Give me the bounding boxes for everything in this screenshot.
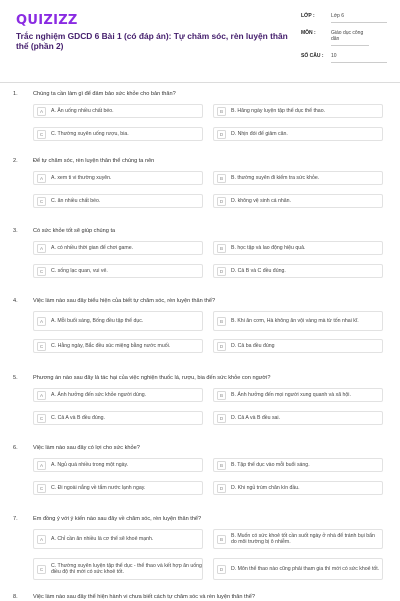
quizizz-logo: QUIZIZZ (16, 13, 78, 28)
answer-option-b[interactable] (213, 529, 383, 549)
answer-option-c[interactable] (33, 339, 203, 353)
question-number: 8. (13, 594, 18, 600)
option-letter-badge: D (217, 342, 226, 351)
option-text: B. Khi ăn cơm, Hà không ăn vội vàng mà từ tốn nhai kĩ. (231, 317, 359, 324)
question-number: 5. (13, 375, 18, 381)
question-number: 3. (13, 228, 18, 234)
answer-option-c[interactable] (33, 127, 203, 141)
answer-option-a[interactable] (33, 311, 203, 331)
answer-option-a[interactable] (33, 104, 203, 118)
answer-option-c[interactable] (33, 558, 203, 580)
option-letter-badge: C (37, 565, 46, 574)
option-letter-badge: C (37, 267, 46, 276)
answer-option-d[interactable] (213, 558, 383, 580)
option-letter-badge: D (217, 197, 226, 206)
option-text: A. xem ti vi thường xuyên. (51, 174, 112, 181)
meta-subject-value: Giáo dục công dân (331, 30, 369, 46)
meta-count-value: 10 (331, 53, 387, 63)
answer-option-b[interactable] (213, 171, 383, 185)
option-letter-badge: B (217, 174, 226, 183)
question-text: Để tự chăm sóc, rèn luyện thân thể chúng ta nên (33, 158, 155, 164)
question-text: Việc làm nào sau đây biểu hiện của biết tự chăm sóc, rèn luyện thân thể? (33, 298, 216, 304)
option-text: A. Ngủ quá nhiều trong một ngày. (51, 461, 129, 468)
option-letter-badge: A (37, 174, 46, 183)
option-text: C. Đi ngoài nắng về tắm nước lạnh ngay. (51, 484, 146, 491)
option-text: B. Ảnh hưởng đến mọi người xung quanh và xã hội. (231, 391, 351, 398)
option-text: D. Khi ngủ trùm chăn kín đầu. (231, 484, 300, 491)
question-text: Việc làm nào sau đây có lợi cho sức khỏe? (33, 445, 140, 451)
answer-option-b[interactable] (213, 388, 383, 402)
answer-option-b[interactable] (213, 458, 383, 472)
option-letter-badge: C (37, 342, 46, 351)
option-text: B. thường xuyên đi kiểm tra sức khỏe. (231, 174, 320, 181)
answer-option-c[interactable] (33, 411, 203, 425)
option-letter-badge: B (217, 244, 226, 253)
option-letter-badge: D (217, 267, 226, 276)
answer-option-d[interactable] (213, 339, 383, 353)
option-letter-badge: D (217, 414, 226, 423)
option-letter-badge: B (217, 461, 226, 470)
option-text: C. Hằng ngày, Bắc đều súc miệng bằng nước muối. (51, 342, 171, 349)
meta-subject-label: MÔN : (301, 30, 316, 36)
option-letter-badge: B (217, 317, 226, 326)
option-letter-badge: B (217, 535, 226, 544)
question-number: 4. (13, 298, 18, 304)
meta-class (301, 13, 387, 23)
answer-option-c[interactable] (33, 481, 203, 495)
meta-class-value: Lớp 6 (331, 13, 387, 23)
option-letter-badge: A (37, 244, 46, 253)
option-text: B. Tập thể dục vào mỗi buổi sáng. (231, 461, 310, 468)
option-letter-badge: A (37, 461, 46, 470)
meta-subject (301, 30, 387, 46)
answer-option-d[interactable] (213, 127, 383, 141)
meta-count-label: SỐ CÂU : (301, 53, 324, 59)
answer-option-d[interactable] (213, 194, 383, 208)
option-text: A. có nhiều thời gian để chơi game. (51, 244, 134, 251)
question-number: 7. (13, 516, 18, 522)
answer-option-d[interactable] (213, 481, 383, 495)
option-letter-badge: C (37, 197, 46, 206)
option-text: D. Cả ba đều đúng (231, 342, 275, 349)
meta-class-label: LỚP : (301, 13, 315, 19)
option-text: C. ăn nhiều chất béo. (51, 197, 101, 204)
question-number: 1. (13, 91, 18, 97)
answer-option-c[interactable] (33, 194, 203, 208)
answer-option-d[interactable] (213, 264, 383, 278)
header-divider (0, 82, 400, 83)
option-text: C. Cả A và B đều đúng. (51, 414, 105, 421)
option-letter-badge: C (37, 484, 46, 493)
option-text: D. Cả A và B đều sai. (231, 414, 281, 421)
answer-option-d[interactable] (213, 411, 383, 425)
option-letter-badge: C (37, 130, 46, 139)
option-text: B. Hăng ngày luyện tập thể dục thể thao. (231, 107, 326, 114)
option-text: B. Muốn có sức khoẻ tốt cần suốt ngày ở nhà để tránh bụi bẩn do môi trường bị ô nhiễm. (231, 532, 375, 545)
question-text: Việc làm nào sau đây thể hiện hành vi chưa biết cách tự chăm sóc và rèn luyện thân thể? (33, 594, 255, 600)
question-text: Có sức khỏe tốt sẽ giúp chúng ta (33, 228, 116, 234)
option-letter-badge: A (37, 391, 46, 400)
option-text: A. Ăn uống nhiều chất béo. (51, 107, 114, 114)
option-text: D. Nhịn đói để giảm cân. (231, 130, 288, 137)
option-text: D. Cả B và C đều đúng. (231, 267, 286, 274)
answer-option-c[interactable] (33, 264, 203, 278)
question-text: Phương án nào sau đây là tác hại của việc nghiện thuốc lá, rượu, bia đến sức khỏe con người? (33, 375, 271, 381)
option-text: A. Ảnh hưởng đến sức khỏe người dùng. (51, 391, 147, 398)
option-letter-badge: B (217, 107, 226, 116)
option-text: D. Môn thể thao nào cũng phải tham gia thì mới có sức khoẻ tốt. (231, 565, 380, 572)
answer-option-a[interactable] (33, 241, 203, 255)
option-letter-badge: D (217, 130, 226, 139)
answer-option-a[interactable] (33, 458, 203, 472)
answer-option-b[interactable] (213, 241, 383, 255)
option-text: A. Chỉ cần ăn nhiều là cơ thể sẽ khoẻ mạnh. (51, 535, 154, 542)
question-text: Em đồng ý với ý kiến nào sau đây về chăm sóc, rèn luyện thân thể? (33, 516, 202, 522)
answer-option-b[interactable] (213, 311, 383, 331)
option-text: C. Thường xuyên uống rượu, bia. (51, 130, 129, 137)
option-text: A. Mỗi buổi sáng, Bống đều tập thể dục. (51, 317, 144, 324)
meta-count (301, 53, 387, 63)
option-letter-badge: D (217, 484, 226, 493)
option-text: D. không vệ sinh cá nhân. (231, 197, 291, 204)
option-text: C. sống lạc quan, vui vẻ. (51, 267, 108, 274)
question-number: 6. (13, 445, 18, 451)
answer-option-b[interactable] (213, 104, 383, 118)
option-letter-badge: A (37, 535, 46, 544)
option-letter-badge: A (37, 107, 46, 116)
option-letter-badge: C (37, 414, 46, 423)
option-letter-badge: A (37, 317, 46, 326)
page-title: Trắc nghiệm GDCD 6 Bài 1 (có đáp án): Tự chăm sóc, rèn luyện thân thể (phần 2) (16, 31, 288, 51)
option-letter-badge: B (217, 391, 226, 400)
question-text: Chúng ta cần làm gì để đảm bảo sức khỏe cho bản thân? (33, 91, 176, 97)
answer-option-a[interactable] (33, 388, 203, 402)
answer-option-a[interactable] (33, 529, 203, 549)
question-number: 2. (13, 158, 18, 164)
option-text: C. Thường xuyên luyện tập thể dục - thể thao và kết hợp ăn uống điều độ thì mới có sức khoẻ tốt. (51, 562, 202, 575)
option-letter-badge: D (217, 565, 226, 574)
answer-option-a[interactable] (33, 171, 203, 185)
worksheet-meta (301, 13, 387, 63)
option-text: B. học tập và lao động hiệu quả. (231, 244, 306, 251)
